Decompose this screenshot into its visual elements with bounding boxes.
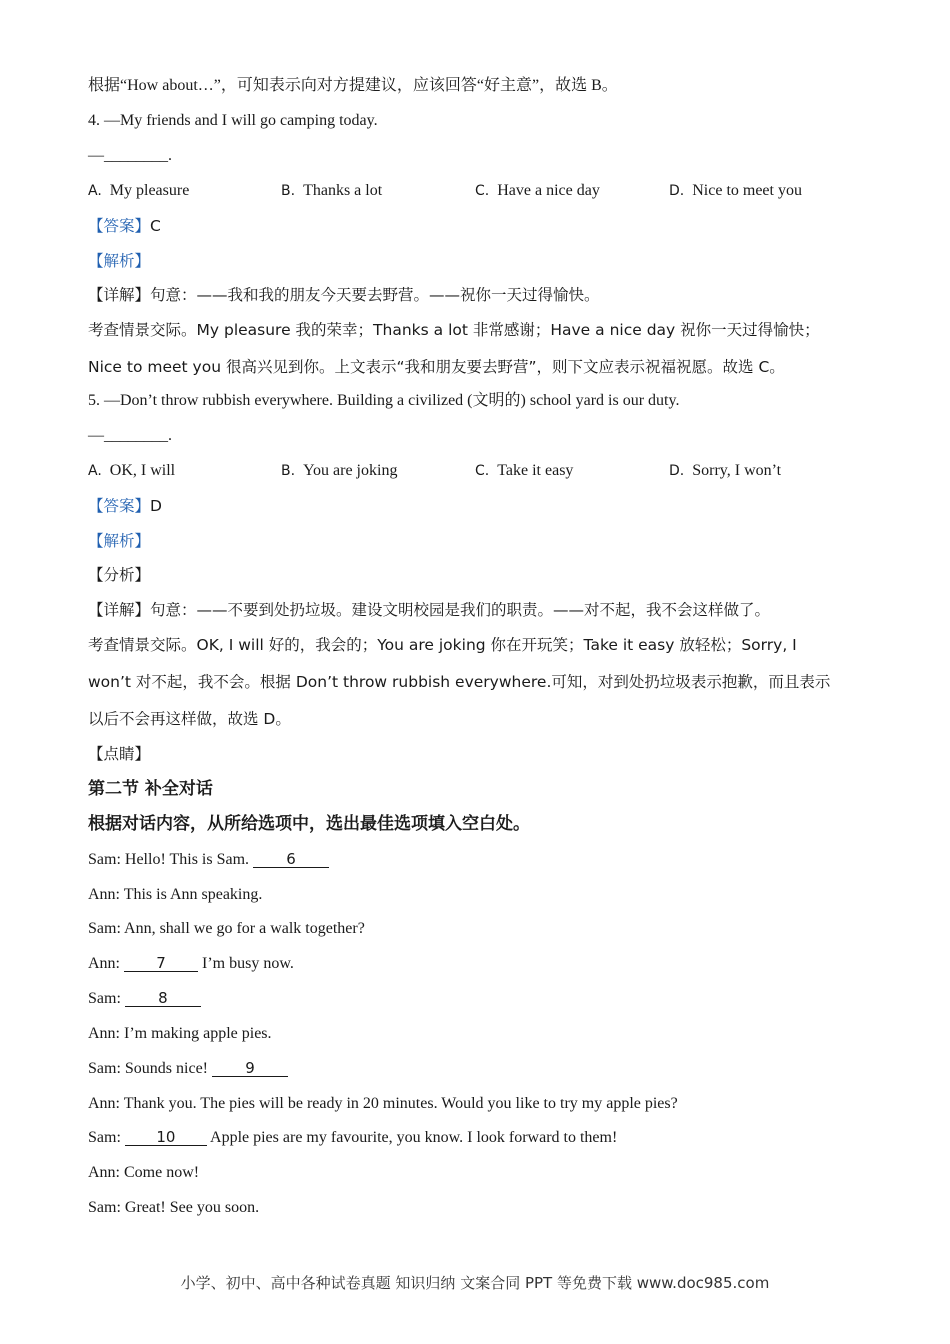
- q4-explain-2: Nice to meet you 很高兴见到你。上文表示“我和朋友要去野营”，则下文应表示祝福祝愿。故选 C。: [88, 358, 785, 376]
- answer-blank[interactable]: 9: [212, 1060, 288, 1077]
- dialogue-text: Sam: Hello! This is Sam.: [88, 851, 254, 868]
- answer-blank[interactable]: 8: [125, 990, 201, 1007]
- dialogue-text: Sam: Ann, shall we go for a walk together?: [88, 920, 365, 937]
- q5-explain-3: 以后不会再这样做，故选 D。: [88, 710, 291, 728]
- dialogue-text: Ann: Thank you. The pies will be ready in 20 minutes. Would you like to try my apple pies?: [88, 1095, 678, 1112]
- q4-option-a: A. My pleasure: [88, 182, 190, 199]
- q5-detail: 【详解】句意：——不要到处扔垃圾。建设文明校园是我们的职责。——对不起，我不会这样做了。: [88, 601, 771, 619]
- section-title: 第二节 补全对话: [88, 779, 213, 799]
- q5-option-a: A. OK, I will: [88, 462, 176, 479]
- q4-option-c: C. Have a nice day: [475, 182, 600, 199]
- dialogue-line: [88, 1128, 617, 1148]
- section-instruction: 根据对话内容，从所给选项中，选出最佳选项填入空白处。: [88, 814, 530, 834]
- dialogue-line: [88, 1094, 678, 1114]
- q4-stem: 4. —My friends and I will go camping today.: [88, 112, 378, 129]
- q5-explain-1: 考查情景交际。OK, I will 好的，我会的；You are joking 你在开玩笑；Take it easy 放轻松；Sorry, I: [88, 636, 797, 654]
- dialogue-line: [88, 1059, 288, 1079]
- q4-explain-1: 考查情景交际。My pleasure 我的荣幸；Thanks a lot 非常感谢；Have a nice day 祝你一天过得愉快；: [88, 321, 820, 339]
- q4-option-d: D. Nice to meet you: [669, 182, 802, 199]
- dialogue-text: Apple pies are my favourite, you know. I look forward to them!: [206, 1129, 618, 1146]
- dialogue-line: [88, 919, 365, 939]
- dialogue-text: Ann:: [88, 955, 124, 972]
- answer-blank[interactable]: 6: [253, 851, 329, 868]
- q5-option-c: C. Take it easy: [475, 462, 574, 479]
- dialogue-text: Ann: Come now!: [88, 1164, 200, 1181]
- q5-reply-blank: —________.: [88, 427, 172, 444]
- dialogue-line: [88, 850, 329, 870]
- q4-answer: 【答案】C: [88, 217, 161, 235]
- dialogue-text: Sam: Sounds nice!: [88, 1060, 212, 1077]
- answer-blank[interactable]: 7: [124, 955, 198, 972]
- q4-detail: 【详解】句意：——我和我的朋友今天要去野营。——祝你一天过得愉快。: [88, 286, 600, 304]
- answer-blank[interactable]: 10: [125, 1129, 207, 1146]
- dialogue-text: Sam:: [88, 990, 125, 1007]
- dialogue-line: [88, 954, 294, 974]
- q4-reply-blank: —________.: [88, 147, 172, 164]
- q5-explain-2: won’t 对不起，我不会。根据 Don’t throw rubbish everywhere.可知，对到处扔垃圾表示抱歉，而且表示: [88, 673, 831, 691]
- dialogue-text: Ann: I’m making apple pies.: [88, 1025, 272, 1042]
- q5-option-b: B. You are joking: [281, 462, 398, 479]
- q5-fenxi-tag: 【分析】: [88, 566, 151, 584]
- dialogue-line: [88, 1163, 199, 1183]
- q5-answer: 【答案】D: [88, 497, 162, 515]
- dialogue-line: [88, 1024, 272, 1044]
- dialogue-line: [88, 989, 201, 1009]
- q4-analysis-tag: 【解析】: [88, 252, 151, 270]
- dialogue-text: I’m busy now.: [198, 955, 294, 972]
- q4-option-b: B. Thanks a lot: [281, 182, 383, 199]
- dialogue-text: Sam:: [88, 1129, 125, 1146]
- dialogue-text: Ann: This is Ann speaking.: [88, 886, 263, 903]
- q5-analysis-tag: 【解析】: [88, 532, 151, 550]
- footer-ad: 小学、初中、高中各种试卷真题 知识归纳 文案合同 PPT 等免费下载 www.doc985.com: [180, 1274, 770, 1292]
- dialogue-line: [88, 1198, 259, 1218]
- dialogue-text: Sam: Great! See you soon.: [88, 1199, 260, 1216]
- dialogue-line: [88, 885, 262, 905]
- q5-stem: 5. —Don’t throw rubbish everywhere. Building a civilized (文明的) school yard is our duty.: [88, 392, 680, 409]
- q5-dianjing-tag: 【点睛】: [88, 745, 151, 763]
- q3-explanation-tail: 根据“How about…”，可知表示向对方提建议，应该回答“好主意”，故选 B。: [88, 77, 618, 94]
- q5-option-d: D. Sorry, I won’t: [669, 462, 782, 479]
